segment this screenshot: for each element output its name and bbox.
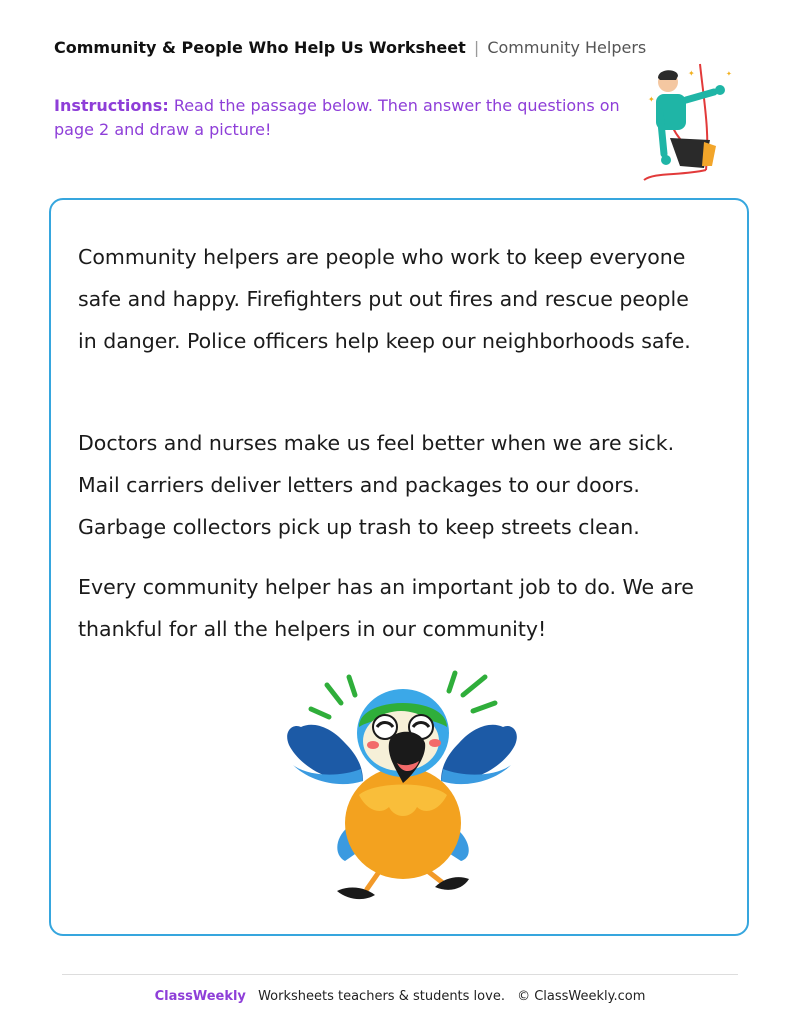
reading-passage-box xyxy=(49,198,749,936)
footer xyxy=(0,989,800,1004)
footer-copyright: © ClassWeekly.com xyxy=(517,989,646,1004)
worksheet-subject: Community Helpers xyxy=(487,38,647,57)
worksheet-header xyxy=(54,38,646,57)
instructions-label: Instructions: xyxy=(54,96,169,115)
footer-divider xyxy=(62,974,738,975)
passage-paragraph: Doctors and nurses make us feel better when we are sick. Mail carriers deliver letters and packages to our doors. Garbage collectors pick up trash to keep streets clean. xyxy=(78,431,675,539)
instructions-text: Read the passage below. Then answer the questions on page 2 and draw a picture! xyxy=(54,96,620,139)
brand-name: ClassWeekly xyxy=(154,989,246,1004)
rope-climber-illustration xyxy=(640,62,740,182)
title-separator: | xyxy=(473,38,480,57)
passage-paragraph: Every community helper has an important job to do. We are thankful for all the helpers in our community! xyxy=(78,575,694,641)
parrot-illustration xyxy=(279,665,524,915)
svg-text:✦: ✦ xyxy=(648,95,655,104)
instructions xyxy=(54,94,624,142)
worksheet-title: Community & People Who Help Us Worksheet xyxy=(54,38,466,57)
footer-tagline: Worksheets teachers & students love. xyxy=(258,989,505,1004)
passage-paragraph: Community helpers are people who work to keep everyone safe and happy. Firefighters put out fires and rescue people in danger. Police officers help keep our neighborhoods safe. xyxy=(78,245,691,353)
svg-text:✦: ✦ xyxy=(726,70,732,78)
svg-text:✦: ✦ xyxy=(688,69,695,78)
